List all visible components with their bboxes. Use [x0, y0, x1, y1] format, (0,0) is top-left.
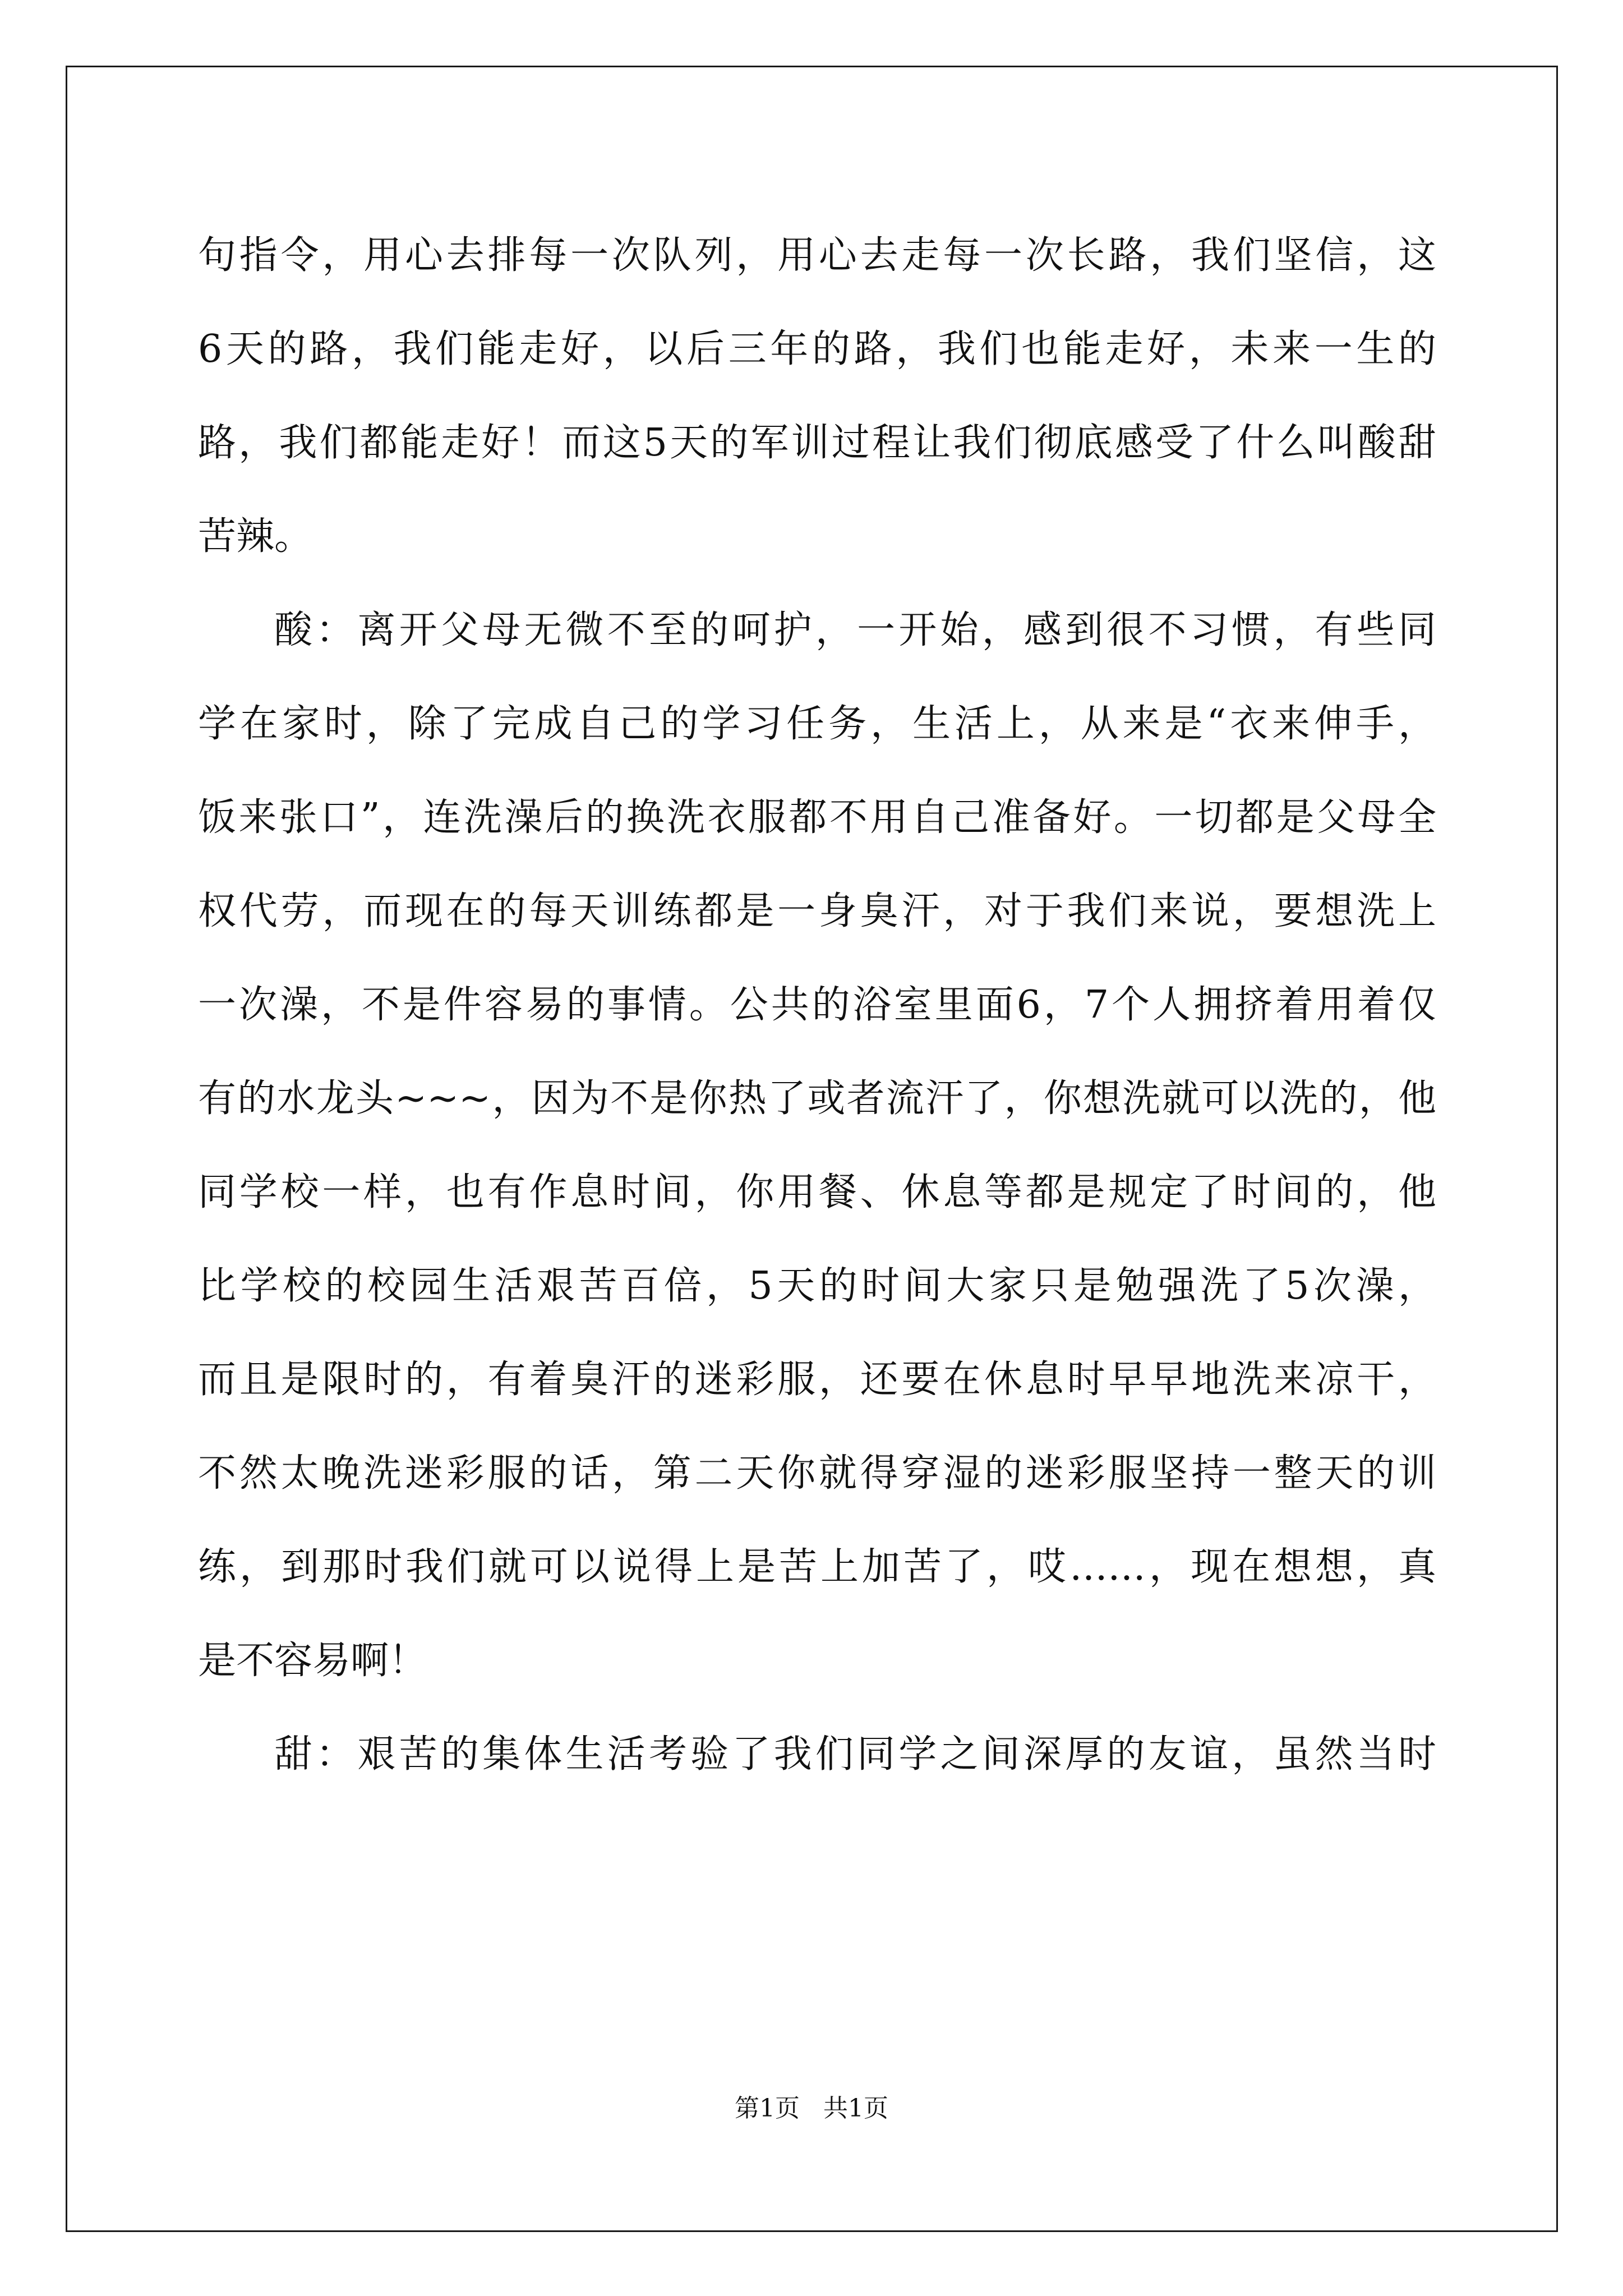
text-line: 句指令，用心去排每一次队列，用心去走每一次长路，我们坚信，这	[198, 233, 1436, 278]
text-line: 而且是限时的，有着臭汗的迷彩服，还要在休息时早早地洗来凉干，	[198, 1358, 1436, 1402]
text-line: 是不容易啊！	[198, 1639, 427, 1683]
text-line: 练，到那时我们就可以说得上是苦上加苦了，哎……，现在想想，真	[198, 1545, 1436, 1589]
text-line: 比学校的校园生活艰苦百倍，5天的时间大家只是勉强洗了5次澡，	[198, 1264, 1436, 1308]
page-footer: 第1页 共1页	[735, 2094, 888, 2123]
text-line: 不然太晚洗迷彩服的话，第二天你就得穿湿的迷彩服坚持一整天的训	[198, 1451, 1436, 1496]
paragraph-first-line: 甜：艰苦的集体生活考验了我们同学之间深厚的友谊，虽然当时	[274, 1732, 1436, 1777]
text-line: 饭来张口”，连洗澡后的换洗衣服都不用自己准备好。一切都是父母全	[198, 795, 1436, 840]
paragraph-first-line: 酸：离开父母无微不至的呵护，一开始，感到很不习惯，有些同	[274, 608, 1436, 652]
text-line: 有的水龙头~~~，因为不是你热了或者流汗了，你想洗就可以洗的，他	[198, 1076, 1436, 1121]
document-body	[198, 209, 1436, 1801]
text-line: 同学校一样，也有作息时间，你用餐、休息等都是规定了时间的，他	[198, 1170, 1436, 1214]
text-line: 路，我们都能走好！而这5天的军训过程让我们彻底感受了什么叫酸甜	[198, 421, 1436, 465]
text-line: 学在家时，除了完成自己的学习任务，生活上，从来是“衣来伸手，	[198, 702, 1436, 746]
text-line: 6天的路，我们能走好，以后三年的路，我们也能走好，未来一生的	[198, 327, 1436, 371]
text-line: 权代劳，而现在的每天训练都是一身臭汗，对于我们来说，要想洗上	[198, 889, 1436, 933]
text-line: 苦辣。	[198, 514, 313, 559]
text-line: 一次澡，不是件容易的事情。公共的浴室里面6，7个人拥挤着用着仅	[198, 983, 1436, 1027]
